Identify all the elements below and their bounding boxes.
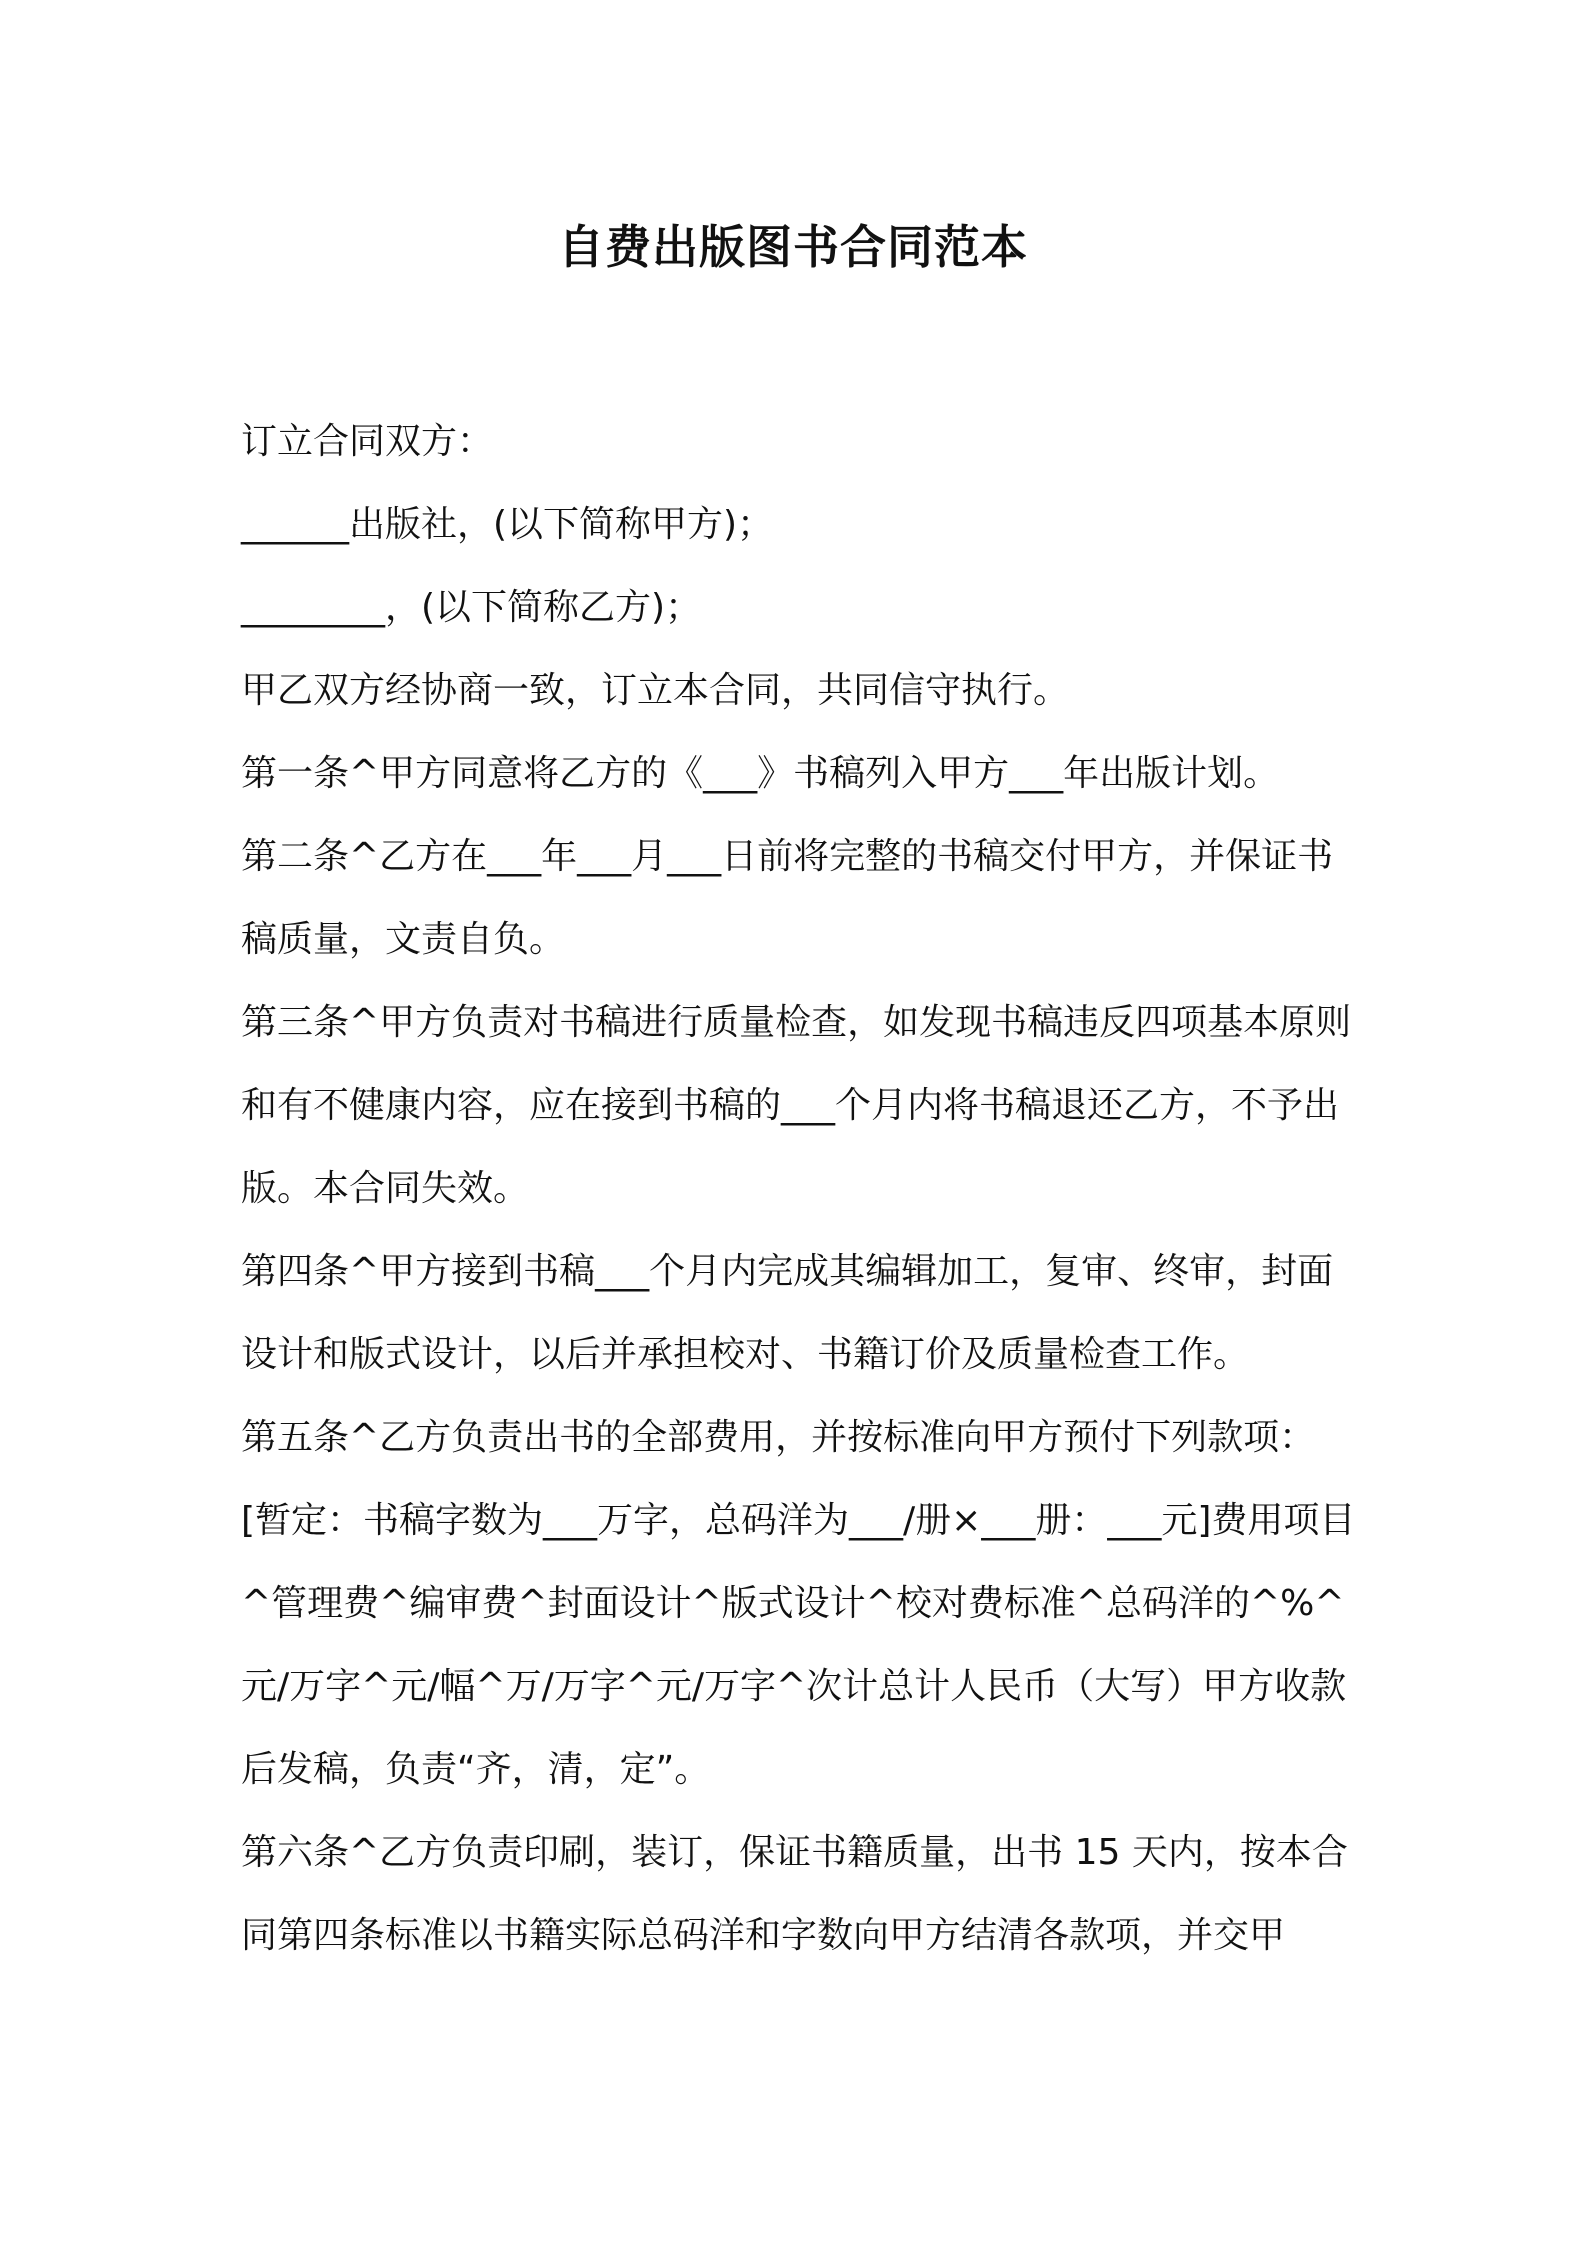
- paragraph-agreement: 甲乙双方经协商一致，订立本合同，共同信守执行。: [241, 670, 1070, 711]
- paragraph-party-a: ______出版社，(以下简称甲方)；: [241, 504, 774, 545]
- paragraph-article-2: 第二条^乙方在___年___月___日前将完整的书稿交付甲方，并保证书稿质量，文责自负。: [241, 836, 1334, 960]
- paragraph-article-5: 第五条^乙方负责出书的全部费用，并按标准向甲方预付下列款项：[暂定：书稿字数为___万字，总码洋为___/册×___册：___元]费用项目^管理费^编审费^封面设计^版式设计^校对费标准^总码洋的^%^元/万字^元/幅^万/万字^元/万字^次计总计人民币（大写）甲方收款后发稿，负责“齐，清，定”。: [241, 1417, 1356, 1790]
- contract-body: [241, 400, 1361, 1977]
- paragraph-article-6: 第六条^乙方负责印刷，装订，保证书籍质量，出书 15 天内，按本合同第四条标准以书籍实际总码洋和字数向甲方结清各款项，并交甲: [241, 1832, 1348, 1956]
- document-title: 自费出版图书合同范本: [558, 220, 1028, 274]
- paragraph-article-3: 第三条^甲方负责对书稿进行质量检查，如发现书稿违反四项基本原则和有不健康内容，应在接到书稿的___个月内将书稿退还乙方，不予出版。本合同失效。: [241, 1002, 1352, 1209]
- paragraph-parties-heading: 订立合同双方：: [241, 421, 494, 462]
- paragraph-article-1: 第一条^甲方同意将乙方的《___》书稿列入甲方___年出版计划。: [241, 753, 1280, 794]
- paragraph-party-b: ________，(以下简称乙方)；: [241, 587, 702, 628]
- paragraph-article-4: 第四条^甲方接到书稿___个月内完成其编辑加工，复审、终审，封面设计和版式设计，以后并承担校对、书籍订价及质量检查工作。: [241, 1251, 1334, 1375]
